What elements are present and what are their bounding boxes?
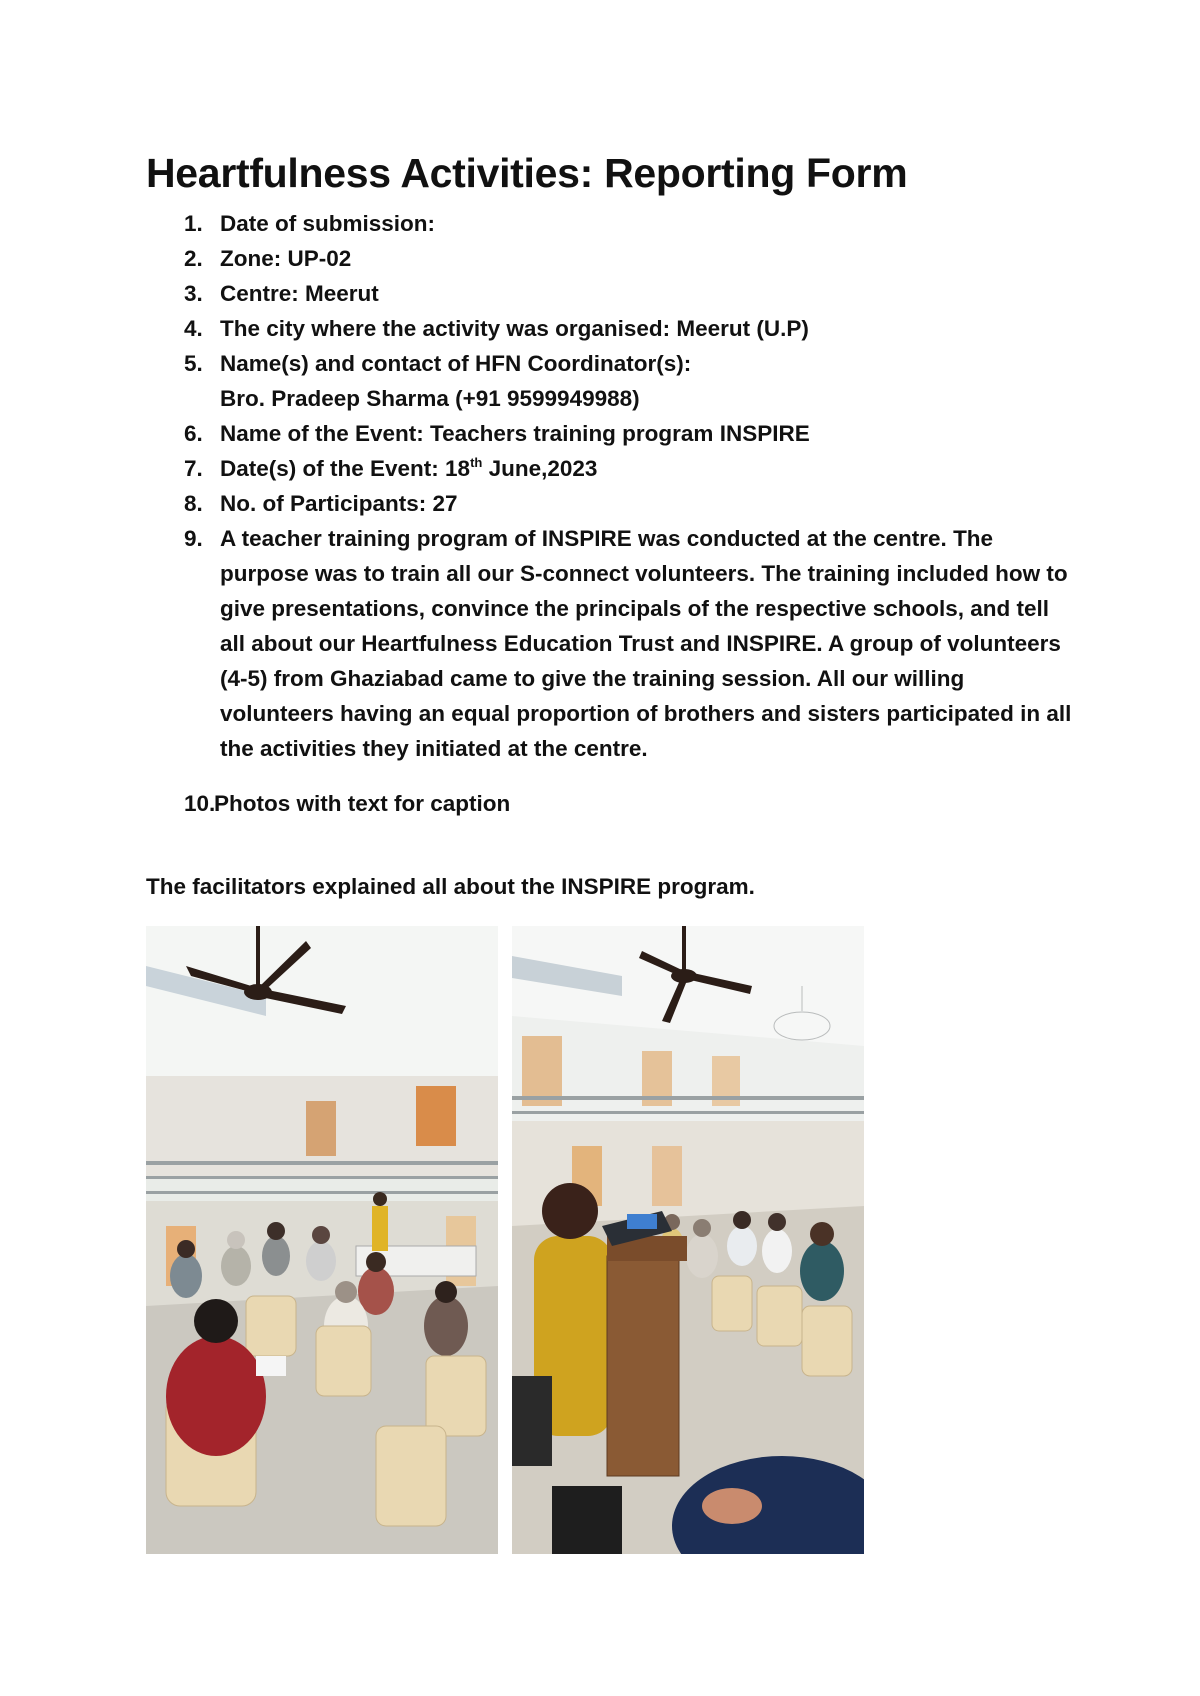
event-photo-hall: [146, 926, 498, 1554]
list-item: 5. Name(s) and contact of HFN Coordinator(s): Bro. Pradeep Sharma (+91 9599949988): [184, 351, 692, 411]
list-item: 7. Date(s) of the Event: 18th June,2023: [184, 454, 598, 481]
item-text: The city where the activity was organised: Meerut (U.P): [220, 316, 809, 341]
list-item: 3. Centre: Meerut: [184, 281, 379, 306]
item-text: Photos with text for caption: [214, 791, 511, 816]
coordinator-contact: Bro. Pradeep Sharma (+91 9599949988): [220, 386, 640, 411]
form-title: Heartfulness Activities: Reporting Form: [146, 150, 908, 196]
item-text: No. of Participants: 27: [220, 491, 458, 516]
list-item: 10. Photos with text for caption: [184, 791, 511, 816]
list-item: 8. No. of Participants: 27: [184, 491, 458, 516]
form-items-list: [146, 206, 1076, 821]
list-item: 1. Date of submission:: [184, 211, 436, 236]
list-item: 6. Name of the Event: Teachers training program INSPIRE: [184, 421, 810, 446]
item-text: Name(s) and contact of HFN Coordinator(s):: [220, 351, 692, 376]
event-photo-podium: [512, 926, 864, 1554]
item-text: Centre: Meerut: [220, 281, 379, 306]
item-text: Name of the Event: Teachers training program INSPIRE: [220, 421, 810, 446]
item-text: Date(s) of the Event: 18th June,2023: [220, 454, 598, 481]
item-text: A teacher training program of INSPIRE was conducted at the centre. The purpose was to train all our S-connect volunteers. The training included how to give presentations, convince the principals of the respective schools, and tell all about our Heartfulness Education Trust and INSPIRE. A group of volunteers (4-5) from Ghaziabad came to give the training session. All our willing volunteers having an equal proportion of brothers and sisters participated in all the activities they initiated at the centre.: [220, 526, 1072, 761]
list-item: 2. Zone: UP-02: [184, 246, 352, 271]
list-item: 9. A teacher training program of INSPIRE was conducted at the centre. The purpose was to train all our S-connect volunteers. The training included how to give presentations, convince the principals of the respective schools, and tell all about our Heartfulness Education Trust and INSPIRE. A group of volunteers (4-5) from Ghaziabad came to give the training session. All our willing volunteers having an equal proportion of brothers and sisters participated in all the activities they initiated at the centre.: [184, 526, 1072, 761]
item-text: Date of submission:: [220, 211, 436, 236]
list-item: 4. The city where the activity was organised: Meerut (U.P): [184, 316, 809, 341]
photo-caption: The facilitators explained all about the INSPIRE program.: [146, 874, 755, 899]
item-text: Zone: UP-02: [220, 246, 352, 271]
